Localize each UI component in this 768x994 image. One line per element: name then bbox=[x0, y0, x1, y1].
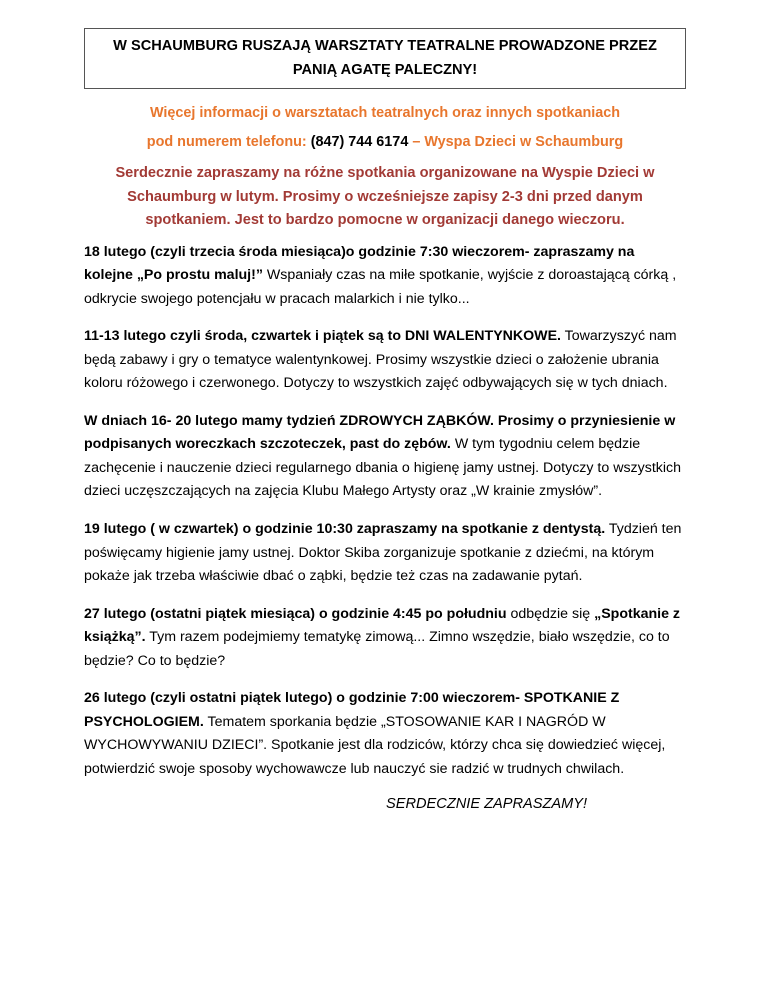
event-heading: 26 lutego (czyli ostatni piątek lutego) o godzinie 7:00 wieczorem- SPOTKANIE Z PSYCHOLOGIEM. bbox=[84, 690, 620, 730]
event-paragraph-6 bbox=[84, 687, 686, 781]
document-page bbox=[84, 0, 686, 812]
page-title: W SCHAUMBURG RUSZAJĄ WARSZTATY TEATRALNE PROWADZONE PRZEZ PANIĄ AGATĘ PALECZNY! bbox=[84, 28, 686, 89]
invitation-text: Serdecznie zapraszamy na różne spotkania organizowane na Wyspie Dzieci w Schaumburg w lutym. Prosimy o wcześniejsze zapisy 2-3 dni przed danym spotkaniem. Jest to bardzo pomocne w organizacji danego wieczoru. bbox=[115, 165, 655, 228]
info-line-2 bbox=[84, 134, 686, 150]
event-text: Towarzyszyć nam będą zabawy i gry o tematyce walentynkowej. Prosimy wszystkie dzieci o założenie ubrania koloru różowego i czerwonego. Dotyczy to wszystkich zajęć odbywających się w tych dniach. bbox=[84, 328, 677, 392]
event-text: Tydzień ten poświęcamy higienie jamy ustnej. Doktor Skiba zorganizuje spotkanie z dziećmi, na którym pokaże jak trzeba właściwie dbać o ząbki, będzie też czas na zadawanie pytań. bbox=[84, 521, 682, 585]
event-text: W tym tygodniu celem będzie zachęcenie i nauczenie dzieci regularnego dbania o higienę jamy ustnej. Dotyczy to wszystkich dzieci uczęszczających na zajęcia Klubu Małego Artysty oraz „W krainie zmysłów”. bbox=[84, 436, 681, 500]
closing-text: SERDECZNIE ZAPRASZAMY! bbox=[386, 795, 588, 812]
event-heading: 11-13 lutego czyli środa, czwartek i piątek są to DNI WALENTYNKOWE. bbox=[84, 328, 561, 345]
event-heading: W dniach 16- 20 lutego mamy tydzień ZDROWYCH ZĄBKÓW. Prosimy o przyniesienie w podpisanych woreczkach szczoteczek, past do zębów. bbox=[84, 412, 676, 453]
event-text: odbędzie się bbox=[506, 605, 595, 622]
event-heading: 27 lutego (ostatni piątek miesiąca) o godzinie 4:45 po południu bbox=[84, 605, 507, 622]
event-paragraph-3 bbox=[84, 410, 686, 504]
event-paragraph-5 bbox=[84, 603, 686, 674]
info-suffix: – Wyspa Dzieci w Schaumburg bbox=[408, 134, 624, 150]
event-text: Wspaniały czas na miłe spotkanie, wyjście z doroastającą córką , odkrycie swojego potencjału w pracach malarkich i nie tylko... bbox=[84, 267, 677, 307]
event-text: Tematem sporkania będzie „STOSOWANIE KAR I NAGRÓD W WYCHOWYWANIU DZIECI”. Spotkanie jest dla rodziców, którzy chca się dowiedzieć więcej, potwierdzić swoje sposoby wychowawcze lub nauczyć sie radzić w trudnych chwilach. bbox=[84, 713, 666, 777]
event-heading: 18 lutego (czyli trzecia środa miesiąca)o godzinie 7:30 wieczorem- zapraszamy na kolejne „Po prostu maluj!” bbox=[84, 243, 635, 283]
event-heading: 19 lutego ( w czwartek) o godzinie 10:30 zapraszamy na spotkanie z dentystą. bbox=[84, 521, 606, 538]
event-paragraph-2 bbox=[84, 325, 686, 396]
event-text-2: Tym razem podejmiemy tematykę zimową... Zimno wszędzie, biało wszędzie, co to będzie? Co to będzie? bbox=[84, 629, 670, 669]
info-line-1: Więcej informacji o warsztatach teatralnych oraz innych spotkaniach bbox=[149, 105, 621, 121]
event-paragraph-4 bbox=[84, 518, 686, 589]
info-prefix: pod numerem telefonu: bbox=[146, 134, 311, 150]
event-paragraph-1 bbox=[84, 241, 686, 312]
phone-number: (847) 744 6174 bbox=[310, 134, 409, 150]
event-heading-2: „Spotkanie z książką”. bbox=[84, 605, 681, 646]
